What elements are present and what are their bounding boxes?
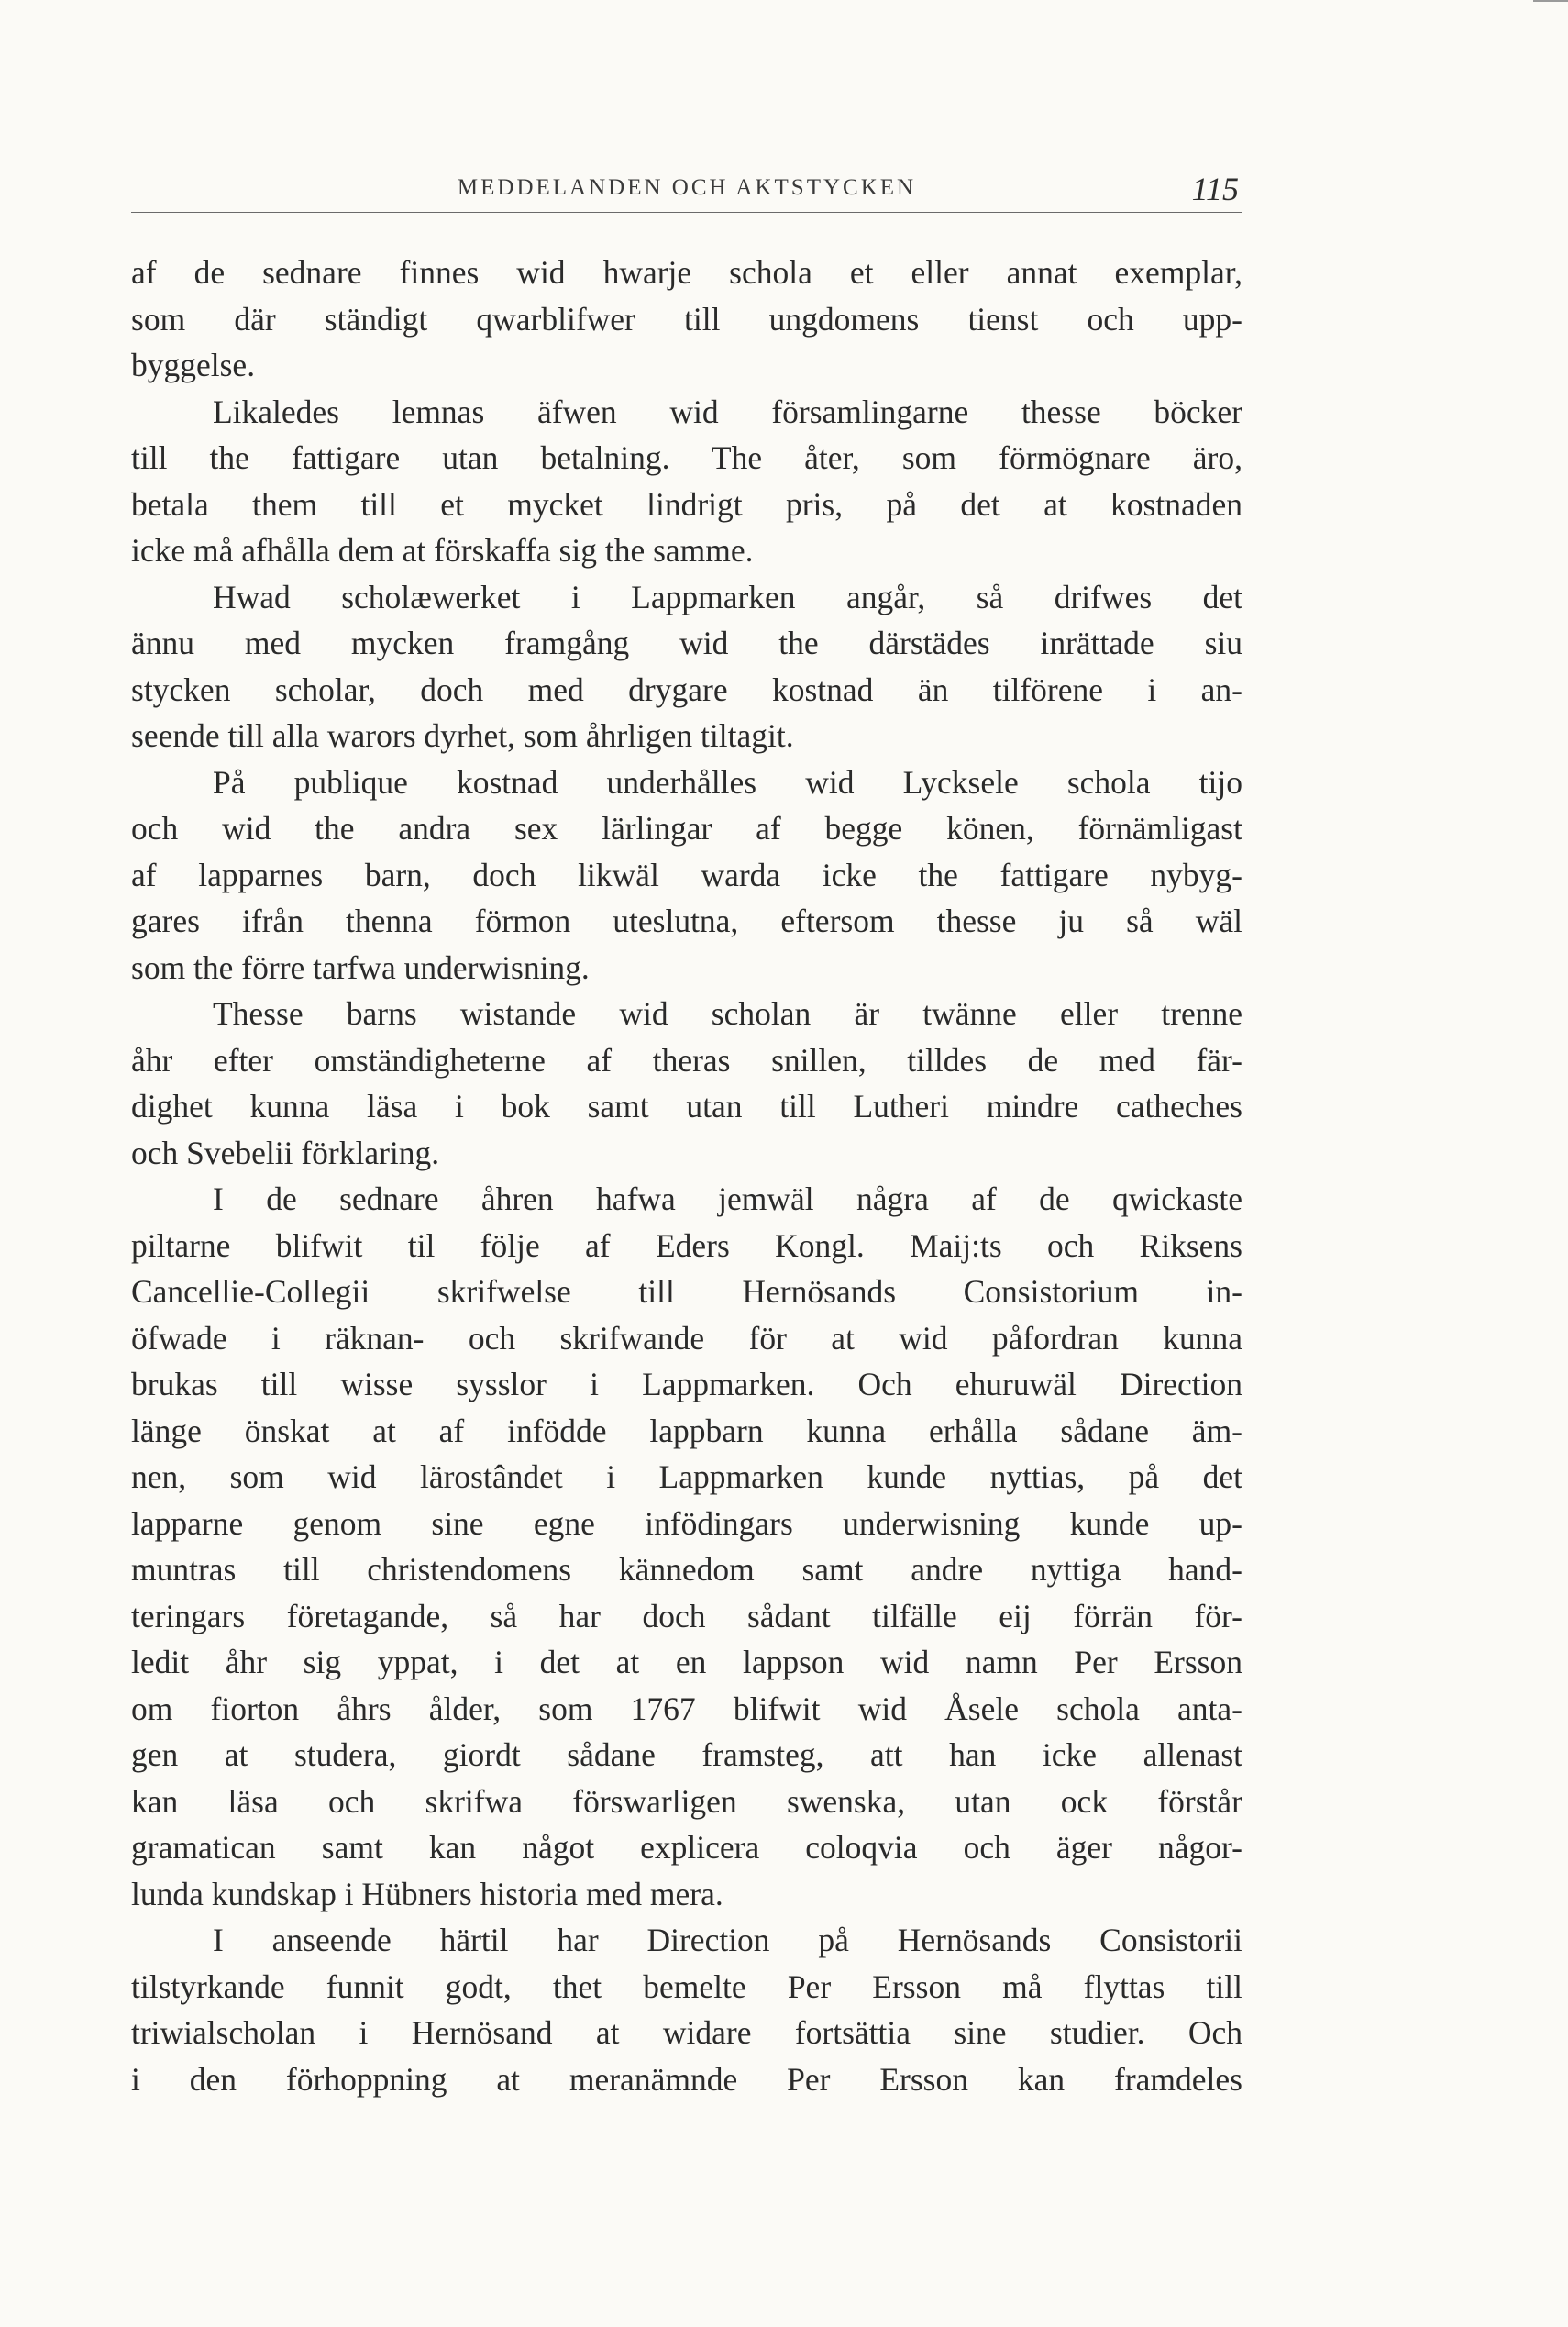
- text-line: Likaledes lemnas äfwen wid församlingarne thesse böcker: [213, 393, 1242, 430]
- text-line: i den förhoppning at meranämnde Per Ersson kan framdeles: [131, 2060, 1242, 2098]
- page-number: 115: [1191, 171, 1239, 207]
- running-head: MEDDELANDEN OCH AKTSTYCKEN: [457, 175, 917, 200]
- text-line: till the fattigare utan betalning. The åter, som förmögnare äro,: [131, 439, 1242, 476]
- text-line: och wid the andra sex lärlingar af begge könen, förnämligast: [131, 810, 1242, 847]
- text-line: Cancellie-Collegii skrifwelse till Hernösands Consistorium in-: [131, 1273, 1242, 1310]
- body-text: [131, 249, 1242, 2102]
- text-line: byggelse.: [131, 347, 256, 383]
- text-line: I de sednare åhren hafwa jemwäl några af de qwickaste: [213, 1180, 1242, 1217]
- text-line: stycken scholar, doch med drygare kostnad än tilförene i an-: [131, 670, 1242, 708]
- text-line: åhr efter omständigheterne af theras snillen, tilldes de med fär-: [131, 1041, 1242, 1079]
- text-line: lunda kundskap i Hübners historia med mera.: [131, 1875, 723, 1912]
- text-line: kan läsa och skrifwa förswarligen swenska, utan ock förstår: [131, 1782, 1242, 1820]
- text-line: som the förre tarfwa underwisning.: [131, 948, 590, 986]
- scan-edge-mark: [1533, 0, 1568, 2]
- text-line: Thesse barns wistande wid scholan är twänne eller trenne: [213, 995, 1242, 1032]
- text-line: lapparne genom sine egne infödingars underwisning kunde up-: [131, 1504, 1242, 1542]
- text-line: muntras till christendomens kännedom samt andre nyttiga hand-: [131, 1551, 1242, 1588]
- text-line: icke må afhålla dem at förskaffa sig the samme.: [131, 532, 754, 569]
- text-line: I anseende härtil har Direction på Hernösands Consistorii: [213, 1922, 1242, 1958]
- text-line: öfwade i räknan- och skrifwande för at wid påfordran kunna: [131, 1319, 1242, 1357]
- text-line: piltarne blifwit til följe af Eders Kongl. Maij:ts och Riksens: [131, 1226, 1242, 1264]
- text-line: tilstyrkande funnit godt, thet bemelte Per Ersson må flyttas till: [131, 1967, 1242, 2005]
- text-line: betala them till et mycket lindrigt pris, på det at kostnaden: [131, 485, 1242, 523]
- text-line: teringars företagande, så har doch sådant tilfälle eij förrän för-: [131, 1597, 1242, 1634]
- text-line: seende till alla warors dyrhet, som åhrligen tiltagit.: [131, 717, 794, 754]
- text-line: gramatican samt kan något explicera coloqvia och äger någor-: [131, 1829, 1242, 1866]
- text-line: af de sednare finnes wid hwarje schola et eller annat exemplar,: [131, 254, 1242, 291]
- text-line: gares ifrån thenna förmon uteslutna, eftersom thesse ju så wäl: [131, 903, 1242, 939]
- text-line: Hwad scholæwerket i Lappmarken angår, så drifwes det: [213, 578, 1242, 615]
- text-line: om fiorton åhrs ålder, som 1767 blifwit wid Åsele schola anta-: [131, 1690, 1242, 1727]
- text-line: dighet kunna läsa i bok samt utan till Lutheri mindre catheches: [131, 1088, 1242, 1125]
- text-line: triwialscholan i Hernösand at widare fortsättia sine studier. Och: [131, 2014, 1242, 2051]
- text-line: af lapparnes barn, doch likwäl warda icke the fattigare nybyg-: [131, 856, 1242, 893]
- text-line: som där ständigt qwarblifwer till ungdomens tienst och upp-: [131, 300, 1242, 338]
- text-line: ledit åhr sig yppat, i det at en lappson wid namn Per Ersson: [131, 1644, 1242, 1680]
- text-line: nen, som wid lärostândet i Lappmarken kunde nyttias, på det: [131, 1458, 1242, 1495]
- text-line: På publique kostnad underhålles wid Lycksele schola tijo: [213, 763, 1242, 801]
- text-line: och Svebelii förklaring.: [131, 1134, 440, 1171]
- page-header: [131, 170, 1242, 213]
- text-line: brukas till wisse sysslor i Lappmarken. Och ehuruwäl Direction: [131, 1366, 1242, 1402]
- text-line: gen at studera, giordt sådane framsteg, att han icke allenast: [131, 1736, 1242, 1773]
- text-line: länge önskat at af infödde lappbarn kunna erhålla sådane äm-: [131, 1412, 1242, 1449]
- text-line: ännu med mycken framgång wid the därstädes inrättade siu: [131, 625, 1242, 661]
